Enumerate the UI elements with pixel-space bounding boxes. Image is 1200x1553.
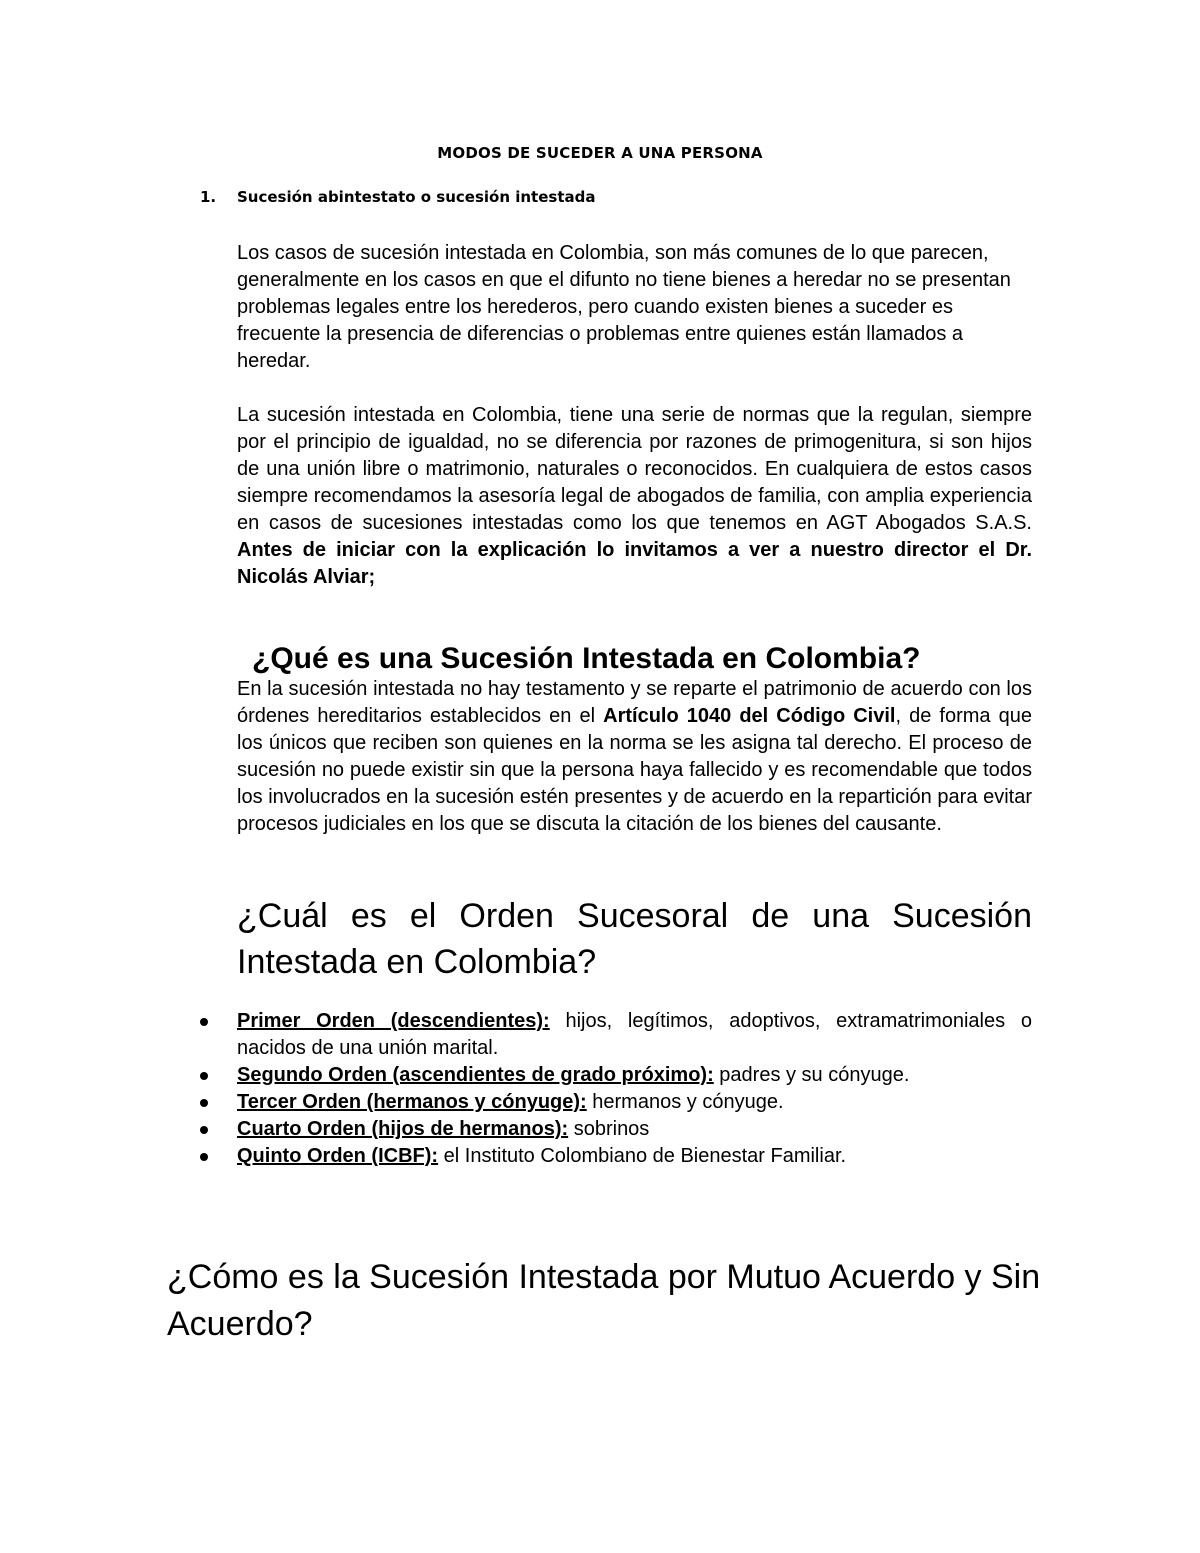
bullet-icon [200,1018,208,1026]
order-label: Primer Orden (descendientes): [237,1010,550,1032]
orders-list [237,1008,1032,1170]
bullet-icon [200,1072,208,1080]
order-label: Tercer Orden (hermanos y cónyuge): [237,1091,587,1113]
document-title: MODOS DE SUCEDER A UNA PERSONA [437,144,763,162]
paragraph-regulation [237,402,1032,591]
section-number: 1. [200,188,217,206]
order-label: Cuarto Orden (hijos de hermanos): [237,1118,569,1140]
order-text: padres y su cónyuge. [713,1064,910,1086]
list-item [237,1089,1032,1116]
order-text: hermanos y cónyuge. [586,1091,784,1113]
order-text: el Instituto Colombiano de Bienestar Familiar. [438,1145,847,1167]
paragraph-definition-before: En la sucesión intestada no hay testamento y se reparte el patrimonio de acuerdo con los órdenes hereditarios establecidos en el [237,678,1032,727]
bullet-icon [200,1099,208,1107]
list-item [237,1143,1032,1170]
order-text: hijos, legítimos, adoptivos, extramatrimoniales o nacidos de una unión marital. [237,1010,1032,1059]
list-item [237,1062,1032,1089]
paragraph-regulation-bold: Antes de iniciar con la explicación lo invitamos a ver a nuestro director el Dr. Nicolás Alviar; [237,539,1032,588]
paragraph-regulation-text: La sucesión intestada en Colombia, tiene una serie de normas que la regulan, siempre por el principio de igualdad, no se diferencia por razones de primogenitura, si son hijos de una unión libre o matrimonio, naturales o reconocidos. En cualquiera de estos casos siempre recomendamos la asesoría legal de abogados de familia, con amplia experiencia en casos de sucesiones intestadas como los que tenemos en AGT Abogados S.A.S. [237,404,1032,534]
list-item [237,1116,1032,1143]
heading-mutuo-acuerdo: ¿Cómo es la Sucesión Intestada por Mutuo Acuerdo y Sin Acuerdo? [167,1258,1041,1343]
list-item [237,1008,1032,1062]
order-label: Quinto Orden (ICBF): [237,1145,439,1167]
paragraph-definition-after: , de forma que los únicos que reciben son quienes en la norma se les asigna tal derecho. El proceso de sucesión no puede existir sin que la persona haya fallecido y es recomendable que todos los involucrados en la sucesión estén presentes y de acuerdo en la repartición para evitar procesos judiciales en los que se discuta la citación de los bienes del causante. [237,705,1032,835]
bullet-icon [200,1126,208,1134]
paragraph-intro: Los casos de sucesión intestada en Colombia, son más comunes de lo que parecen, generalmente en los casos en que el difunto no tiene bienes a heredar no se presentan problemas legales entre los herederos, pero cuando existen bienes a suceder es frecuente la presencia de diferencias o problemas entre quienes están llamados a heredar. [237,242,1011,372]
order-text: sobrinos [568,1118,650,1140]
paragraph-definition [237,676,1032,838]
section-heading-text: Sucesión abintestato o sucesión intestada [237,188,596,206]
order-label: Segundo Orden (ascendientes de grado próximo): [237,1064,714,1086]
bullet-icon [200,1153,208,1161]
heading-que-es: ¿Qué es una Sucesión Intestada en Colombia? [252,642,921,675]
article-reference: Artículo 1040 del Código Civil [603,705,896,727]
heading-orden-sucesoral: ¿Cuál es el Orden Sucesoral de una Sucesión Intestada en Colombia? [237,897,1032,981]
section-heading [200,188,595,206]
